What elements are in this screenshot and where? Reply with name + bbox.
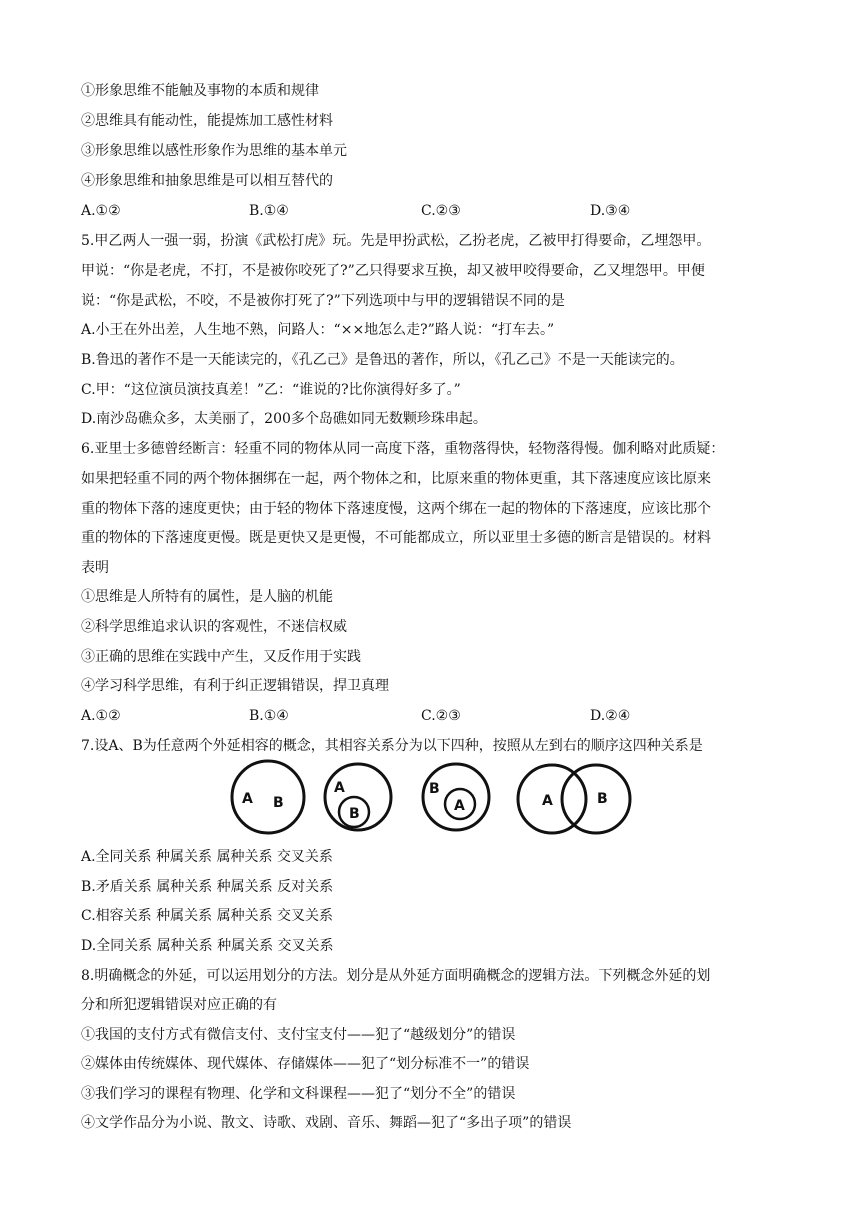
q6-option-b: B.①④ [249, 708, 289, 724]
q4-statement-2: ②思维具有能动性，能提炼加工感性材料 [81, 113, 333, 129]
label-b: B [273, 795, 284, 811]
q8-statement-3: ③我们学习的课程有物理、化学和文科课程——犯了“划分不全”的错误 [81, 1086, 516, 1102]
label-b: B [597, 791, 608, 807]
q6-stem-line-3: 重的物体下落的速度更快；由于轻的物体下落速度慢，这两个绑在一起的物体的下落速度，应该比那个 [81, 501, 711, 517]
q6-statement-1: ①思维是人所特有的属性，是人脑的机能 [81, 589, 333, 605]
q8-statement-4: ④文学作品分为小说、散文、诗歌、戏剧、音乐、舞蹈—犯了“多出子项”的错误 [81, 1115, 572, 1131]
q6-stem-line-5: 表明 [81, 560, 109, 576]
q4-option-c: C.②③ [421, 203, 461, 219]
q6-stem-line-1: 6.亚里士多德曾经断言：轻重不同的物体从同一高度下落，重物落得快，轻物落得慢。伽利略对此质疑： [81, 441, 725, 457]
q8-statement-2: ②媒体由传统媒体、现代媒体、存储媒体——犯了“划分标准不一”的错误 [81, 1056, 530, 1072]
q6-stem-line-2: 如果把轻重不同的两个物体捆绑在一起，两个物体之和，比原来重的物体更重，其下落速度应该比原来 [81, 471, 711, 487]
q8-statement-1: ①我国的支付方式有微信支付、支付宝支付——犯了“越级划分”的错误 [81, 1027, 516, 1043]
q4-options [81, 201, 781, 221]
q6-statement-2: ②科学思维追求认识的客观性，不迷信权威 [81, 619, 347, 635]
label-a: A [542, 793, 553, 809]
q5-option-d: D.南沙岛礁众多，太美丽了，200多个岛礁如同无数颗珍珠串起。 [81, 411, 487, 427]
label-b: B [349, 806, 360, 822]
q5-option-a: A.小王在外出差，人生地不熟，问路人：“××地怎么走?”路人说：“打车去。” [81, 322, 555, 338]
q6-stem-line-4: 重的物体的下落速度更慢。既是更快又是更慢，不可能都成立，所以亚里士多德的断言是错误的。材料 [81, 530, 711, 546]
relation-diagram-2 [325, 764, 391, 830]
q7-option-d: D.全同关系 属种关系 种属关系 交叉关系 [81, 938, 334, 954]
circle-b [423, 764, 489, 830]
q4-statement-4: ④形象思维和抽象思维是可以相互替代的 [81, 173, 333, 189]
concept-relation-diagram [226, 755, 636, 837]
q7-option-c: C.相容关系 种属关系 属种关系 交叉关系 [81, 908, 334, 924]
q8-stem-line-1: 8.明确概念的外延，可以运用划分的方法。划分是从外延方面明确概念的逻辑方法。下列概念外延的划 [81, 968, 711, 984]
label-a: A [334, 780, 345, 796]
circle-b [562, 765, 630, 833]
q7-option-b: B.矛盾关系 属种关系 种属关系 反对关系 [81, 879, 334, 895]
relation-diagram-3 [423, 764, 489, 830]
q5-stem-line-2: 甲说：“你是老虎，不打，不是被你咬死了?”乙只得要求互换，却又被甲咬得要命，乙又埋怨甲。甲便 [81, 263, 705, 279]
q5-stem-line-3: 说：“你是武松，不咬，不是被你打死了?”下列选项中与甲的逻辑错误不同的是 [81, 293, 565, 309]
label-b: B [429, 781, 440, 797]
q6-option-c: C.②③ [421, 708, 461, 724]
relation-diagram-1 [232, 761, 304, 833]
q6-options [81, 706, 781, 726]
q5-stem-line-1: 5.甲乙两人一强一弱，扮演《武松打虎》玩。先是甲扮武松，乙扮老虎，乙被甲打得要命，乙埋怨甲。 [81, 233, 711, 249]
label-a: A [454, 798, 465, 814]
q7-stem: 7.设A、B为任意两个外延相容的概念，其相容关系分为以下四种，按照从左到右的顺序这四种关系是 [81, 738, 703, 754]
q6-statement-3: ③正确的思维在实践中产生，又反作用于实践 [81, 649, 361, 665]
label-a: A [242, 791, 253, 807]
relation-diagram-4 [518, 765, 630, 833]
q5-option-b: B.鲁迅的著作不是一天能读完的，《孔乙己》是鲁迅的著作，所以，《孔乙己》不是一天能读完的。 [81, 352, 684, 368]
q4-option-a: A.①② [81, 203, 121, 219]
q4-statement-3: ③形象思维以感性形象作为思维的基本单元 [81, 143, 347, 159]
q6-statement-4: ④学习科学思维，有利于纠正逻辑错误，捍卫真理 [81, 678, 389, 694]
q6-option-d: D.②④ [590, 708, 631, 724]
q4-option-d: D.③④ [590, 203, 631, 219]
q4-statement-1: ①形象思维不能触及事物的本质和规律 [81, 83, 319, 99]
q5-option-c: C.甲：“这位演员演技真差！”乙：“谁说的?比你演得好多了。” [81, 382, 461, 398]
q6-option-a: A.①② [81, 708, 121, 724]
q4-option-b: B.①④ [249, 203, 289, 219]
q8-stem-line-2: 分和所犯逻辑错误对应正确的有 [81, 997, 277, 1013]
q7-option-a: A.全同关系 种属关系 属种关系 交叉关系 [81, 849, 333, 865]
